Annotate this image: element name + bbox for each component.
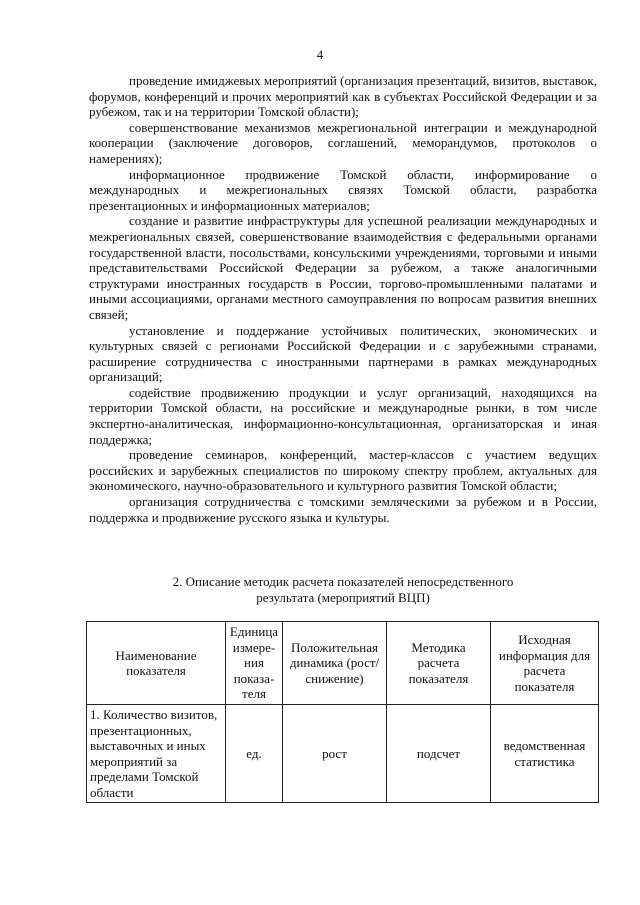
paragraph-compatriots: организация сотрудничества с томскими земляческими за рубежом и в России, поддержка и продвижение русского языка и культуры. <box>89 494 597 525</box>
body-text <box>89 73 597 525</box>
table-header-row <box>87 622 599 705</box>
header-source: Исходная информация для расчета показателя <box>491 622 599 705</box>
cell-unit: ед. <box>226 705 283 803</box>
paragraph-image-events: проведение имиджевых мероприятий (организация презентаций, визитов, выставок, форумов, конференций и прочих мероприятий как в субъектах Российской Федерации и за рубежом, так и на территории Томской области); <box>89 73 597 120</box>
paragraph-seminars: проведение семинаров, конференций, мастер-классов с участием ведущих российских и зарубежных специалистов по широкому спектру проблем, актуальных для экономического, научно-образовательного и культурного развития Томской области; <box>89 447 597 494</box>
cell-dynamics: рост <box>283 705 387 803</box>
indicators-table <box>86 621 599 803</box>
header-unit: Единица измере-ния показа-теля <box>226 622 283 705</box>
page-number: 4 <box>316 47 324 62</box>
section-title <box>89 574 597 606</box>
paragraph-product-promotion: содействие продвижению продукции и услуг организаций, находящихся на территории Томской области, на российские и международные рынки, в том числе экспертно-аналитическая, информационно-консультационная, организаторская и иная поддержка; <box>89 384 597 447</box>
paragraph-interregional-integration: совершенствование механизмов межрегиональной интеграции и международной кооперации (заключение договоров, соглашений, меморандумов, протоколов о намерениях); <box>89 119 597 166</box>
section-title-line: 2. Описание методик расчета показателей непосредственного <box>172 574 514 589</box>
header-indicator-name: Наименование показателя <box>87 622 226 705</box>
paragraph-information-promotion: информационное продвижение Томской области, информирование о международных и межрегиональных связях Томской области, разработка презентационных и информационных материалов; <box>89 166 597 213</box>
paragraph-infrastructure: создание и развитие инфраструктуры для успешной реализации международных и межрегиональных связей, совершенствование взаимодействия с федеральными органами государственной власти, посольствами, консульскими учреждениями, торговыми и иными представительствами Российской Федерации за рубежом, а также аналогичными структурами иностранных государств в России, торгово-промышленными палатами и иными ассоциациями, органами местного самоуправления по вопросам развития внешних связей; <box>89 213 597 322</box>
paragraph-sustainable-ties: установление и поддержание устойчивых политических, экономических и культурных связей с регионами Российской Федерации и с зарубежными странами, расширение сотрудничества с иностранными партнерами в рамках международных организаций; <box>89 322 597 385</box>
table-row <box>87 705 599 803</box>
header-dynamics: Положительная динамика (рост/ снижение) <box>283 622 387 705</box>
cell-method: подсчет <box>387 705 491 803</box>
cell-source: ведомственная статистика <box>491 705 599 803</box>
cell-indicator-name: 1. Количество визитов, презентационных, выставочных и иных мероприятий за пределами Томской области <box>87 705 226 803</box>
header-method: Методика расчета показателя <box>387 622 491 705</box>
section-title-line: результата (мероприятий ВЦП) <box>256 590 430 605</box>
